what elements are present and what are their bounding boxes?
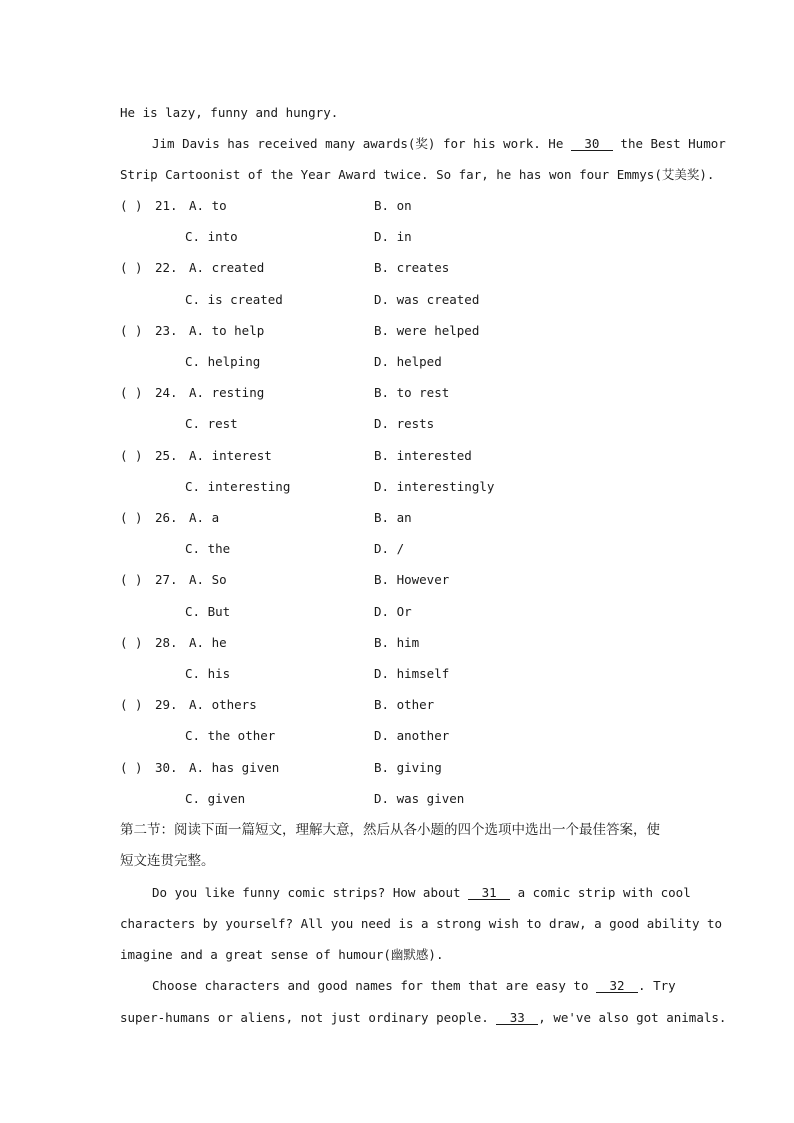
passage-text: Do you like funny comic strips? How about — [152, 885, 461, 900]
option-b: B. on — [374, 198, 412, 213]
option-c: C. into — [185, 229, 238, 245]
answer-bracket: ( ) — [120, 697, 143, 713]
passage-text: He is lazy, funny and hungry. — [120, 105, 339, 120]
passage-text: the Best Humor — [620, 136, 726, 151]
passage-line — [120, 1010, 727, 1026]
option-d: D. himself — [374, 666, 450, 681]
option-c: C. the — [185, 541, 231, 557]
option-d: D. / — [374, 541, 405, 557]
option-c: C. interesting — [185, 478, 291, 494]
section-heading-text: 第二节：阅读下面一篇短文，理解大意，然后从各小题的四个选项中选出一个最佳答案，使 — [120, 822, 660, 838]
option-b: B. However — [374, 572, 450, 588]
passage-line — [120, 916, 723, 932]
answer-blank: 31 — [468, 886, 510, 900]
question-number: 26. — [155, 510, 178, 525]
question-number: 30. — [155, 759, 178, 775]
passage-text: . Try — [638, 978, 676, 993]
answer-bracket: ( ) — [120, 322, 143, 338]
answer-bracket: ( ) — [120, 385, 143, 401]
option-a: A. a — [189, 510, 220, 525]
option-d: D. in — [374, 229, 412, 245]
question-number: 21. — [155, 198, 178, 213]
passage-text: super-humans or aliens, not just ordinary people. — [120, 1010, 489, 1025]
section-heading-text: 短文连贯完整。 — [120, 853, 215, 869]
passage-line — [152, 136, 726, 152]
question-number: 24. — [155, 385, 178, 401]
section-heading — [120, 853, 680, 869]
passage-text: Choose characters and good names for them that are easy to — [152, 978, 589, 993]
passage-text: Jim Davis has received many awards(奖) for his work. He — [152, 136, 564, 151]
passage-text: Strip Cartoonist of the Year Award twice. So far, he has won four Emmys(艾美奖). — [120, 167, 715, 182]
option-a: A. others — [189, 697, 257, 713]
option-c: C. is created — [185, 291, 283, 307]
option-d: D. rests — [374, 416, 435, 432]
option-a: A. resting — [189, 385, 265, 401]
option-b: B. him — [374, 634, 420, 650]
option-c: C. helping — [185, 354, 261, 369]
option-c: C. the other — [185, 728, 276, 744]
option-a: A. to help — [189, 322, 265, 338]
answer-bracket: ( ) — [120, 198, 143, 213]
question-number: 23. — [155, 322, 178, 338]
option-b: B. an — [374, 510, 412, 525]
question-number: 28. — [155, 634, 178, 650]
option-b: B. creates — [374, 260, 450, 276]
option-a: A. created — [189, 260, 265, 276]
answer-blank: 33 — [496, 1011, 538, 1025]
answer-blank: 32 — [596, 979, 638, 993]
answer-bracket: ( ) — [120, 634, 143, 650]
option-c: C. given — [185, 790, 246, 806]
option-c: C. his — [185, 666, 231, 681]
passage-line — [152, 885, 712, 901]
passage-line — [120, 105, 680, 121]
option-b: B. to rest — [374, 385, 450, 401]
passage-text: characters by yourself? All you need is a strong wish to draw, a good ability to — [120, 916, 723, 931]
answer-bracket: ( ) — [120, 510, 143, 525]
option-a: A. So — [189, 572, 227, 588]
question-number: 25. — [155, 447, 178, 463]
question-number: 29. — [155, 697, 178, 713]
question-number: 22. — [155, 260, 178, 276]
section-heading — [120, 822, 676, 838]
option-b: B. other — [374, 697, 435, 713]
passage-line — [152, 978, 712, 994]
passage-line — [120, 167, 715, 183]
option-a: A. he — [189, 634, 227, 650]
passage-line — [120, 947, 680, 963]
option-b: B. giving — [374, 759, 442, 775]
answer-bracket: ( ) — [120, 447, 143, 463]
option-d: D. another — [374, 728, 450, 744]
option-d: D. Or — [374, 603, 412, 619]
passage-text: imagine and a great sense of humour(幽默感). — [120, 947, 444, 962]
answer-blank: 30 — [571, 137, 613, 151]
option-d: D. was given — [374, 790, 465, 806]
option-a: A. to — [189, 198, 227, 213]
answer-bracket: ( ) — [120, 260, 143, 276]
option-d: D. interestingly — [374, 478, 495, 494]
passage-text: , we've also got animals. — [538, 1010, 727, 1025]
option-c: C. But — [185, 603, 231, 619]
answer-bracket: ( ) — [120, 759, 143, 775]
option-a: A. interest — [189, 447, 272, 463]
option-b: B. interested — [374, 447, 472, 463]
passage-text: a comic strip with cool — [517, 885, 691, 900]
option-d: D. helped — [374, 354, 442, 369]
question-number: 27. — [155, 572, 178, 588]
option-b: B. were helped — [374, 322, 480, 338]
option-a: A. has given — [189, 759, 280, 775]
option-c: C. rest — [185, 416, 238, 432]
answer-bracket: ( ) — [120, 572, 143, 588]
option-d: D. was created — [374, 291, 480, 307]
